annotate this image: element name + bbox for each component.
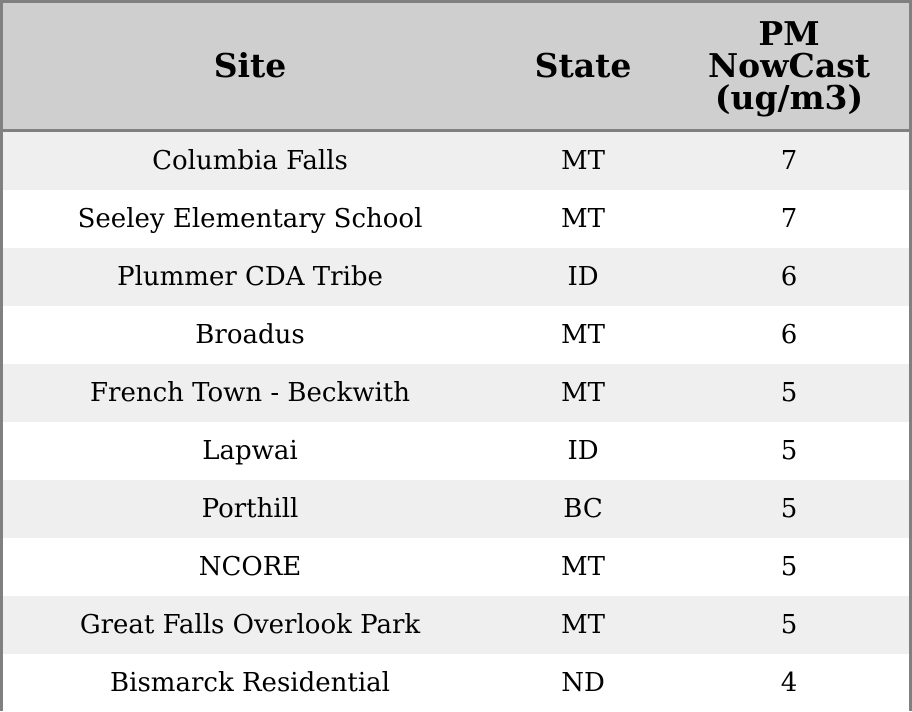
pm-value-cell: 6 xyxy=(780,320,798,350)
header-state xyxy=(497,3,669,129)
site-cell: Seeley Elementary School xyxy=(77,204,423,234)
site-cell: Lapwai xyxy=(202,436,298,466)
table-row xyxy=(3,538,909,596)
state-cell: MT xyxy=(561,378,605,408)
state-cell: MT xyxy=(561,320,605,350)
pm-value-cell: 6 xyxy=(780,262,798,292)
state-cell: MT xyxy=(561,552,605,582)
site-cell: Porthill xyxy=(201,494,299,524)
header-site-label: Site xyxy=(213,46,287,85)
table-row xyxy=(3,190,909,248)
state-cell: MT xyxy=(561,204,605,234)
pm-value-cell: 4 xyxy=(780,668,798,698)
header-pm-line-1: PM xyxy=(758,14,820,53)
state-cell: MT xyxy=(561,146,605,176)
pm-value-cell: 5 xyxy=(780,610,798,640)
header-state-label: State xyxy=(534,46,632,85)
state-cell: MT xyxy=(561,610,605,640)
table-row xyxy=(3,306,909,364)
table-row xyxy=(3,596,909,654)
site-cell: Broadus xyxy=(195,320,305,350)
table-row xyxy=(3,480,909,538)
table-row xyxy=(3,422,909,480)
pm-value-cell: 5 xyxy=(780,378,798,408)
pm-value-cell: 7 xyxy=(780,204,798,234)
pm-value-cell: 5 xyxy=(780,436,798,466)
state-cell: ND xyxy=(561,668,605,698)
table-row xyxy=(3,364,909,422)
pm-value-cell: 7 xyxy=(780,146,798,176)
site-cell: Bismarck Residential xyxy=(110,668,390,698)
site-cell: French Town - Beckwith xyxy=(89,378,411,408)
site-cell: Great Falls Overlook Park xyxy=(79,610,421,640)
state-cell: ID xyxy=(567,436,599,466)
table-row xyxy=(3,248,909,306)
site-cell: NCORE xyxy=(198,552,302,582)
state-cell: ID xyxy=(567,262,599,292)
pm-value-cell: 5 xyxy=(780,552,798,582)
state-cell: BC xyxy=(563,494,603,524)
site-cell: Plummer CDA Tribe xyxy=(117,262,383,292)
header-pm-line-2: NowCast xyxy=(707,46,871,85)
site-cell: Columbia Falls xyxy=(152,146,348,176)
header-pm-nowcast xyxy=(669,3,909,129)
table-header-row xyxy=(3,3,909,132)
table-row xyxy=(3,132,909,190)
header-pm-line-3: (ug/m3) xyxy=(714,78,864,117)
header-site xyxy=(3,3,497,129)
table-row xyxy=(3,654,909,712)
pm-value-cell: 5 xyxy=(780,494,798,524)
